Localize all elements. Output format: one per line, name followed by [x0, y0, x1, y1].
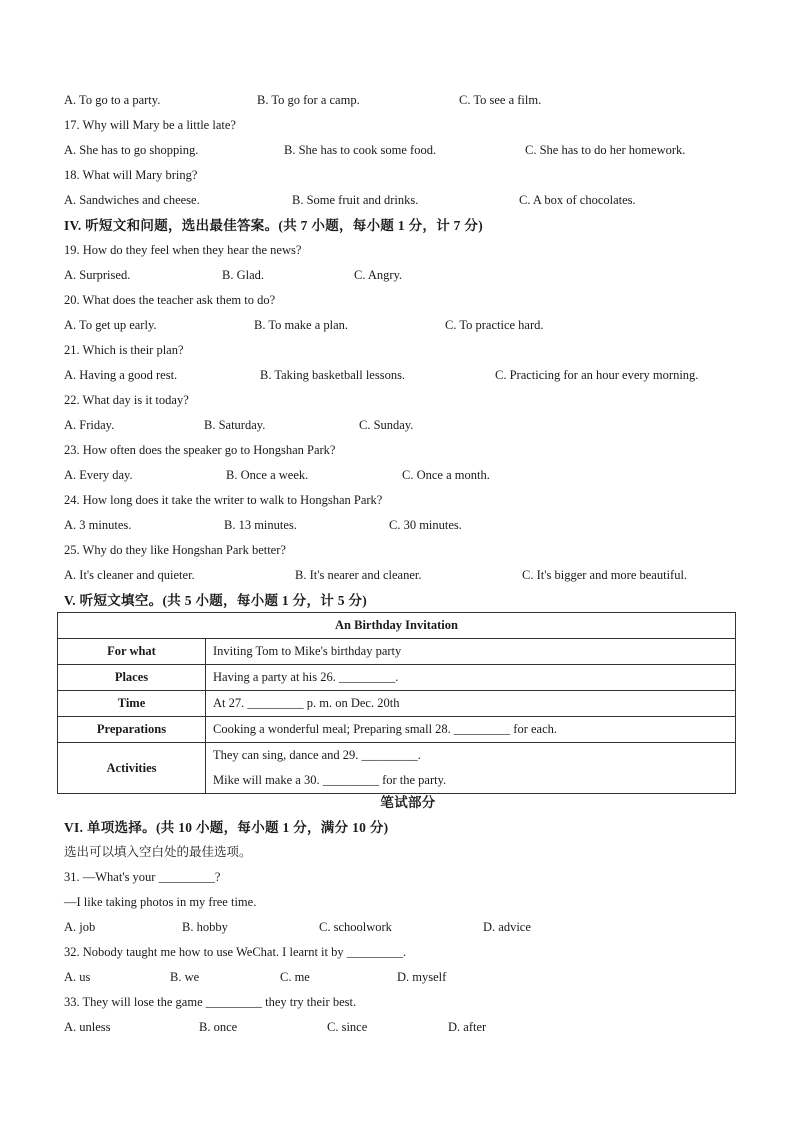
option-b: B. 13 minutes. — [224, 518, 297, 532]
question-31-reply: —I like taking photos in my free time. — [64, 895, 257, 909]
question-23: 23. How often does the speaker go to Hongshan Park? — [64, 443, 336, 457]
written-section — [64, 790, 740, 1040]
option-b: B. Some fruit and drinks. — [292, 193, 419, 207]
q21-options — [64, 363, 740, 388]
row-key: For what — [58, 639, 206, 665]
q20-options — [64, 313, 740, 338]
row-key: Time — [58, 691, 206, 717]
option-a: A. Every day. — [64, 468, 133, 482]
q16-options — [64, 88, 740, 113]
activities-line-1: They can sing, dance and 29. _________. — [213, 748, 421, 762]
option-c: C. Sunday. — [359, 418, 414, 432]
option-c: C. me — [280, 970, 310, 984]
table-row — [58, 639, 736, 665]
written-part-title: 笔试部分 — [380, 795, 436, 810]
question-33: 33. They will lose the game _________ they try their best. — [64, 995, 357, 1009]
table-row — [58, 743, 736, 794]
instruction: 选出可以填入空白处的最佳选项。 — [64, 845, 252, 859]
invitation-title: An Birthday Invitation — [58, 613, 736, 639]
question-24: 24. How long does it take the writer to walk to Hongshan Park? — [64, 493, 383, 507]
option-d: D. myself — [397, 970, 447, 984]
row-value: At 27. _________ p. m. on Dec. 20th — [206, 691, 736, 717]
question-32: 32. Nobody taught me how to use WeChat. I learnt it by _________. — [64, 945, 407, 959]
q18-options — [64, 188, 740, 213]
option-c: C. Angry. — [354, 268, 403, 282]
question-22: 22. What day is it today? — [64, 393, 189, 407]
option-b: B. Once a week. — [226, 468, 309, 482]
option-c: C. It's bigger and more beautiful. — [522, 568, 688, 582]
question-25: 25. Why do they like Hongshan Park better? — [64, 543, 286, 557]
option-a: A. It's cleaner and quieter. — [64, 568, 195, 582]
option-a: A. Friday. — [64, 418, 115, 432]
row-key: Activities — [58, 743, 206, 794]
option-b: B. hobby — [182, 920, 228, 934]
option-d: D. advice — [483, 920, 531, 934]
row-value — [206, 743, 736, 794]
option-c: C. A box of chocolates. — [519, 193, 636, 207]
option-a: A. To go to a party. — [64, 93, 161, 107]
option-d: D. after — [448, 1020, 487, 1034]
option-b: B. once — [199, 1020, 238, 1034]
table-row — [58, 717, 736, 743]
invitation-table — [57, 612, 736, 794]
option-a: A. She has to go shopping. — [64, 143, 199, 157]
row-value: Having a party at his 26. _________. — [206, 665, 736, 691]
row-value: Cooking a wonderful meal; Preparing small 28. _________ for each. — [206, 717, 736, 743]
question-18: 18. What will Mary bring? — [64, 168, 198, 182]
table-row — [58, 691, 736, 717]
listening-section — [64, 88, 740, 613]
option-c: C. 30 minutes. — [389, 518, 462, 532]
option-c: C. To see a film. — [459, 93, 542, 107]
q24-options — [64, 513, 740, 538]
question-20: 20. What does the teacher ask them to do? — [64, 293, 276, 307]
q32-options — [64, 965, 740, 990]
option-a: A. Having a good rest. — [64, 368, 178, 382]
row-key: Preparations — [58, 717, 206, 743]
option-c: C. She has to do her homework. — [525, 143, 686, 157]
option-a: A. Sandwiches and cheese. — [64, 193, 200, 207]
q22-options — [64, 413, 740, 438]
option-c: C. since — [327, 1020, 368, 1034]
option-c: C. Practicing for an hour every morning. — [495, 368, 699, 382]
q25-options — [64, 563, 740, 588]
option-a: A. job — [64, 920, 96, 934]
table-row — [58, 665, 736, 691]
section-iv-heading: IV. 听短文和问题，选出最佳答案。(共 7 小题，每小题 1 分，计 7 分) — [64, 218, 484, 233]
row-value: Inviting Tom to Mike's birthday party — [206, 639, 736, 665]
question-31: 31. —What's your _________? — [64, 870, 221, 884]
activities-line-2: Mike will make a 30. _________ for the party. — [213, 773, 447, 787]
row-key: Places — [58, 665, 206, 691]
option-b: B. To go for a camp. — [257, 93, 360, 107]
option-a: A. Surprised. — [64, 268, 131, 282]
option-c: C. schoolwork — [319, 920, 392, 934]
q19-options — [64, 263, 740, 288]
option-a: A. To get up early. — [64, 318, 157, 332]
section-v-heading: V. 听短文填空。(共 5 小题，每小题 1 分，计 5 分) — [64, 593, 368, 608]
question-19: 19. How do they feel when they hear the news? — [64, 243, 302, 257]
q33-options — [64, 1015, 740, 1040]
q17-options — [64, 138, 740, 163]
option-a: A. us — [64, 970, 91, 984]
option-b: B. To make a plan. — [254, 318, 349, 332]
question-17: 17. Why will Mary be a little late? — [64, 118, 236, 132]
option-b: B. She has to cook some food. — [284, 143, 437, 157]
option-c: C. To practice hard. — [445, 318, 544, 332]
q31-options — [64, 915, 740, 940]
option-b: B. It's nearer and cleaner. — [295, 568, 422, 582]
option-a: A. 3 minutes. — [64, 518, 132, 532]
option-b: B. we — [170, 970, 200, 984]
question-21: 21. Which is their plan? — [64, 343, 184, 357]
option-b: B. Taking basketball lessons. — [260, 368, 406, 382]
option-a: A. unless — [64, 1020, 111, 1034]
section-vi-heading: VI. 单项选择。(共 10 小题，每小题 1 分，满分 10 分) — [64, 820, 389, 835]
option-c: C. Once a month. — [402, 468, 490, 482]
option-b: B. Saturday. — [204, 418, 266, 432]
option-b: B. Glad. — [222, 268, 265, 282]
q23-options — [64, 463, 740, 488]
